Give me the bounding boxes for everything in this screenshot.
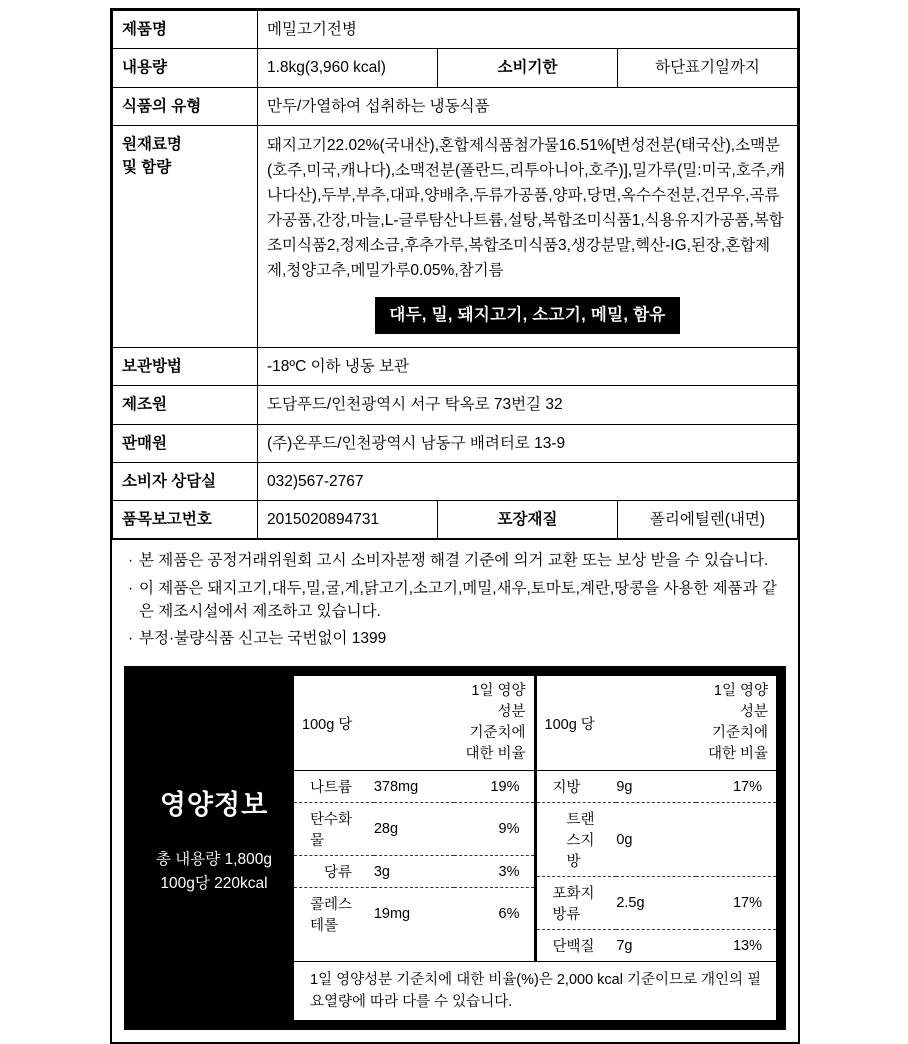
table-row [113,49,798,87]
nutrient-name: 콜레스테롤 [310,897,353,935]
nutrition-header-right [537,676,777,771]
nutrient-percent: 13% [732,937,763,954]
nutrition-header-ratio-line2: 기준치에 대한 비율 [707,725,769,763]
row-label-ingredients [113,125,258,347]
nutrition-total-amount: 총 내용량 1,800g [156,850,272,868]
nutrition-header-ratio-line1: 1일 영양성분 [713,683,769,721]
nutrition-row [294,771,534,803]
nutrition-row [537,877,777,930]
nutrient-percent: 19% [454,771,534,803]
row-label-net-weight: 내용량 [113,49,258,87]
row-label-storage: 보관방법 [113,348,258,386]
row-value-manufacturer: 도담푸드/인천광역시 서구 탁옥로 73번길 32 [258,386,798,424]
nutrient-value: 28g [374,803,454,856]
row-value-customer-service: 032)567-2767 [258,462,798,500]
row-value-seller: (주)온푸드/인천광역시 남동구 배려터로 13-9 [258,424,798,462]
nutrition-summary [134,676,294,1020]
row-value-ingredients [258,125,798,347]
nutrition-column-right [537,676,777,961]
nutrition-header-per: 100g 당 [537,676,697,771]
table-row [113,348,798,386]
row-label-report-number: 품목보고번호 [113,501,258,539]
row-value-food-type: 만두/가열하여 섭취하는 냉동식품 [258,87,798,125]
nutrient-percent: 9% [454,803,534,856]
nutrient-value: 3g [374,856,454,888]
ingredients-text: 돼지고기22.02%(국내산),혼합제식품첨가물16.51%[변성전분(태국산),소맥분(호주,미국,캐나다),소맥전분(폴란드,리투아니아,호주)],밀가루(밀:미국,호주,캐나다산),두부,부추,대파,양배추,두류가공품,양파,당면,옥수수전분,건무우,곡류가공품,간장,마늘,L-글루탐산나트륨,설탕,복합조미식품1,식용유지가공품,복합조미식품2,정제소금,후추가루,복합조미식품3,생강분말,헥산-IG,된장,혼합제제,청양고추,메밀가루0.05%,참기름 [267,136,786,280]
nutrition-row [537,803,777,877]
table-row [113,501,798,539]
row-label-food-type: 식품의 유형 [113,87,258,125]
row-value-report-number: 2015020894731 [258,501,438,539]
nutrient-value: 7g [616,937,633,954]
nutrient-name: 단백질 [552,939,595,956]
row-value-product-name: 메밀고기전병 [258,11,798,49]
row-value-expiry: 하단표기일까지 [618,49,798,87]
row-label-customer-service: 소비자 상담실 [113,462,258,500]
nutrition-header-ratio [454,676,534,771]
label-container [110,8,800,1044]
row-label-expiry: 소비기한 [438,49,618,87]
nutrition-row [294,803,534,856]
row-label-manufacturer: 제조원 [113,386,258,424]
nutrition-header-ratio-line2: 기준치에 대한 비율 [465,725,526,763]
nutrient-name: 포화지방류 [537,877,617,930]
nutrient-name: 지방 [537,771,617,803]
nutrient-percent [696,803,776,877]
row-label-seller: 판매원 [113,424,258,462]
allergy-row [267,283,788,340]
nutrition-column-left [294,676,534,961]
nutrient-name: 당류 [294,856,374,888]
nutrition-row [294,888,534,941]
ingredients-label-line2: 및 함량 [122,159,172,176]
nutrient-value: 0g [616,803,696,877]
nutrition-tables [294,676,776,1020]
nutrient-name: 나트륨 [294,771,374,803]
note-item: · 부정·불량식품 신고는 국번없이 1399 [126,627,786,650]
nutrition-header-per: 100g 당 [294,676,454,771]
nutrition-row [537,771,777,803]
row-label-product-name: 제품명 [113,11,258,49]
nutrition-facts-panel [124,666,786,1030]
nutrient-name: 탄수화물 [294,803,374,856]
nutrition-per-100g-kcal: 100g당 220kcal [160,874,268,892]
nutrient-value: 2.5g [616,877,696,930]
nutrient-percent: 17% [696,771,776,803]
table-row [113,386,798,424]
table-row [113,87,798,125]
nutrition-title: 영양정보 [159,789,269,820]
nutrition-header-ratio-line1: 1일 영양성분 [471,683,526,721]
row-value-packaging: 폴리에틸렌(내면) [618,501,798,539]
table-row [113,11,798,49]
nutrition-row [294,856,534,888]
allergy-badge: 대두, 밀, 돼지고기, 소고기, 메밀, 함유 [375,297,679,334]
nutrient-value: 9g [616,771,696,803]
nutrient-percent: 17% [696,877,776,930]
nutrition-footnote: 1일 영양성분 기준치에 대한 비율(%)은 2,000 kcal 기준이므로 개인의 필요열량에 따라 다를 수 있습니다. [294,961,776,1020]
nutrient-name: 트랜스지방 [537,803,617,877]
notes-section [112,539,798,658]
note-item: · 이 제품은 돼지고기,대두,밀,굴,게,닭고기,소고기,메밀,새우,토마토,계란,땅콩을 사용한 제품과 같은 제조시설에서 제조하고 있습니다. [126,577,786,624]
nutrition-header-ratio [696,676,776,771]
table-row-ingredients [113,125,798,347]
row-value-storage: -18ºC 이하 냉동 보관 [258,348,798,386]
nutrient-value: 378mg [374,771,454,803]
row-value-net-weight: 1.8kg(3,960 kcal) [258,49,438,87]
table-row [113,462,798,500]
note-item: · 본 제품은 공정거래위원회 고시 소비자분쟁 해결 기준에 의거 교환 또는 보상 받을 수 있습니다. [126,549,786,572]
table-row [113,424,798,462]
nutrient-percent: 6% [498,906,520,923]
nutrition-header-left [294,676,534,771]
ingredients-label-line1: 원재료명 [122,135,182,153]
nutrient-percent: 3% [454,856,534,888]
row-label-packaging: 포장재질 [438,501,618,539]
spec-table [112,10,798,539]
nutrient-value: 19mg [373,906,411,923]
